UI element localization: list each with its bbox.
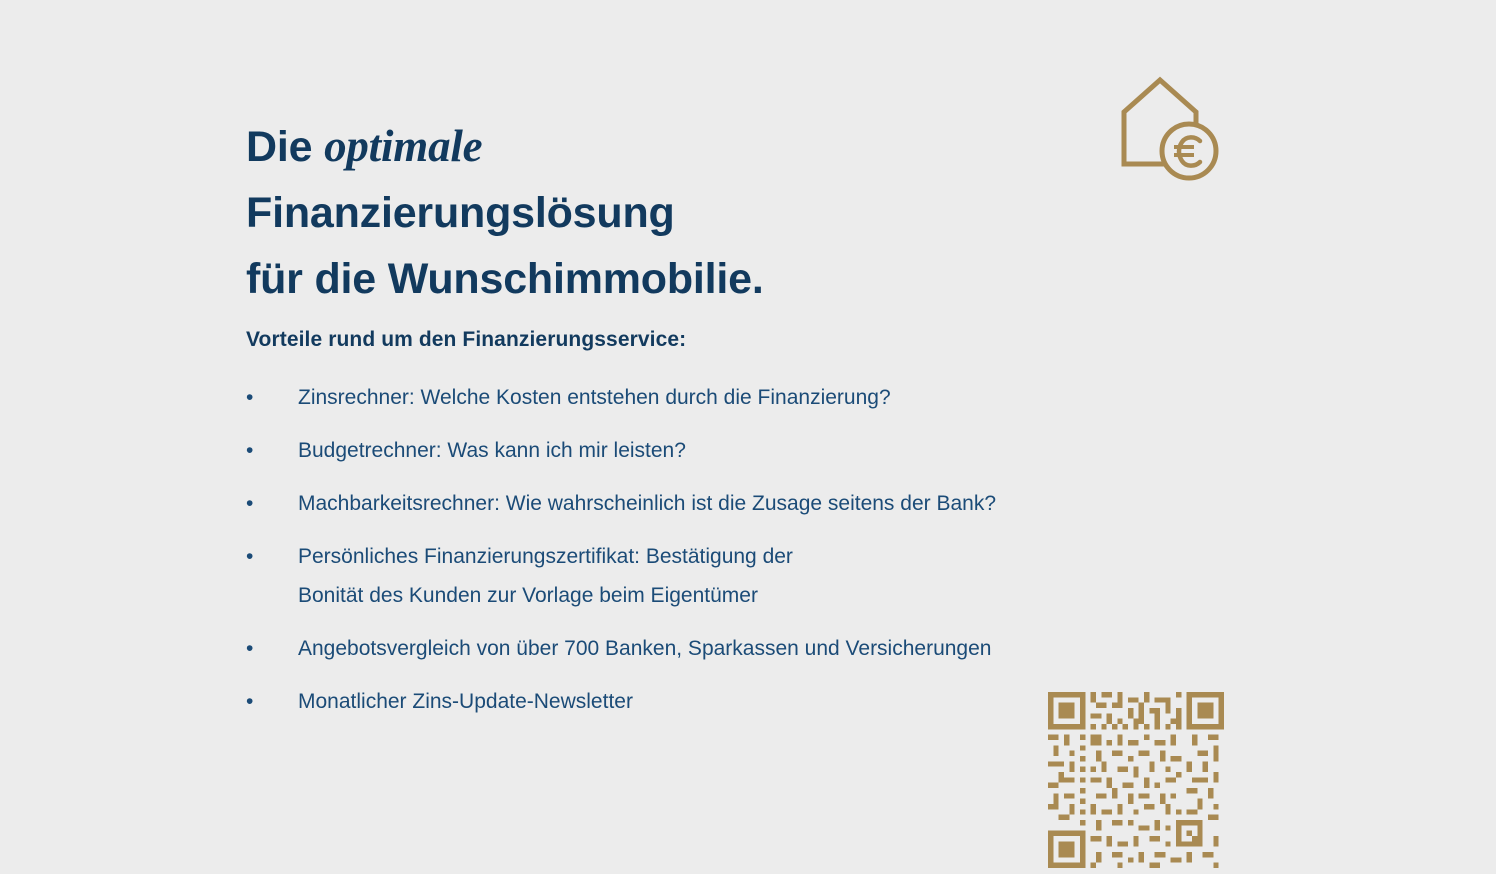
headline-line-1-prefix: Die <box>246 122 325 171</box>
list-item <box>246 537 1246 615</box>
qr-code[interactable] <box>1048 692 1224 868</box>
benefits-list <box>246 378 1246 735</box>
headline-line-3: für die Wunschimmobilie. <box>246 254 764 303</box>
bullet-icon: • <box>246 439 254 462</box>
house-euro-icon <box>1112 72 1222 182</box>
list-item-label-line-1: Persönliches Finanzierungszertifikat: Bestätigung der <box>298 545 793 568</box>
list-item-label: Machbarkeitsrechner: Wie wahrscheinlich ist die Zusage seitens der Bank? <box>298 492 996 515</box>
list-item-label <box>298 537 793 615</box>
list-item <box>246 484 1246 523</box>
list-item <box>246 431 1246 470</box>
subheading: Vorteile rund um den Finanzierungsservice: <box>246 328 687 351</box>
list-item-label: Budgetrechner: Was kann ich mir leisten? <box>298 439 686 462</box>
page-title <box>246 113 1066 312</box>
list-item-label: Angebotsvergleich von über 700 Banken, Sparkassen und Versicherungen <box>298 637 992 660</box>
list-item <box>246 378 1246 417</box>
bullet-icon: • <box>246 386 254 409</box>
list-item <box>246 629 1246 668</box>
bullet-icon: • <box>246 492 254 515</box>
bullet-icon: • <box>246 637 254 660</box>
list-item-label-line-2: Bonität des Kunden zur Vorlage beim Eigentümer <box>298 584 758 607</box>
bullet-icon: • <box>246 545 254 568</box>
list-item-label: Monatlicher Zins-Update-Newsletter <box>298 690 633 713</box>
headline-line-1 <box>246 113 1066 180</box>
list-item-label: Zinsrechner: Welche Kosten entstehen durch die Finanzierung? <box>298 386 891 409</box>
headline-emphasis-word: optimale <box>324 120 483 171</box>
headline-line-2: Finanzierungslösung <box>246 188 675 237</box>
bullet-icon: • <box>246 690 254 713</box>
